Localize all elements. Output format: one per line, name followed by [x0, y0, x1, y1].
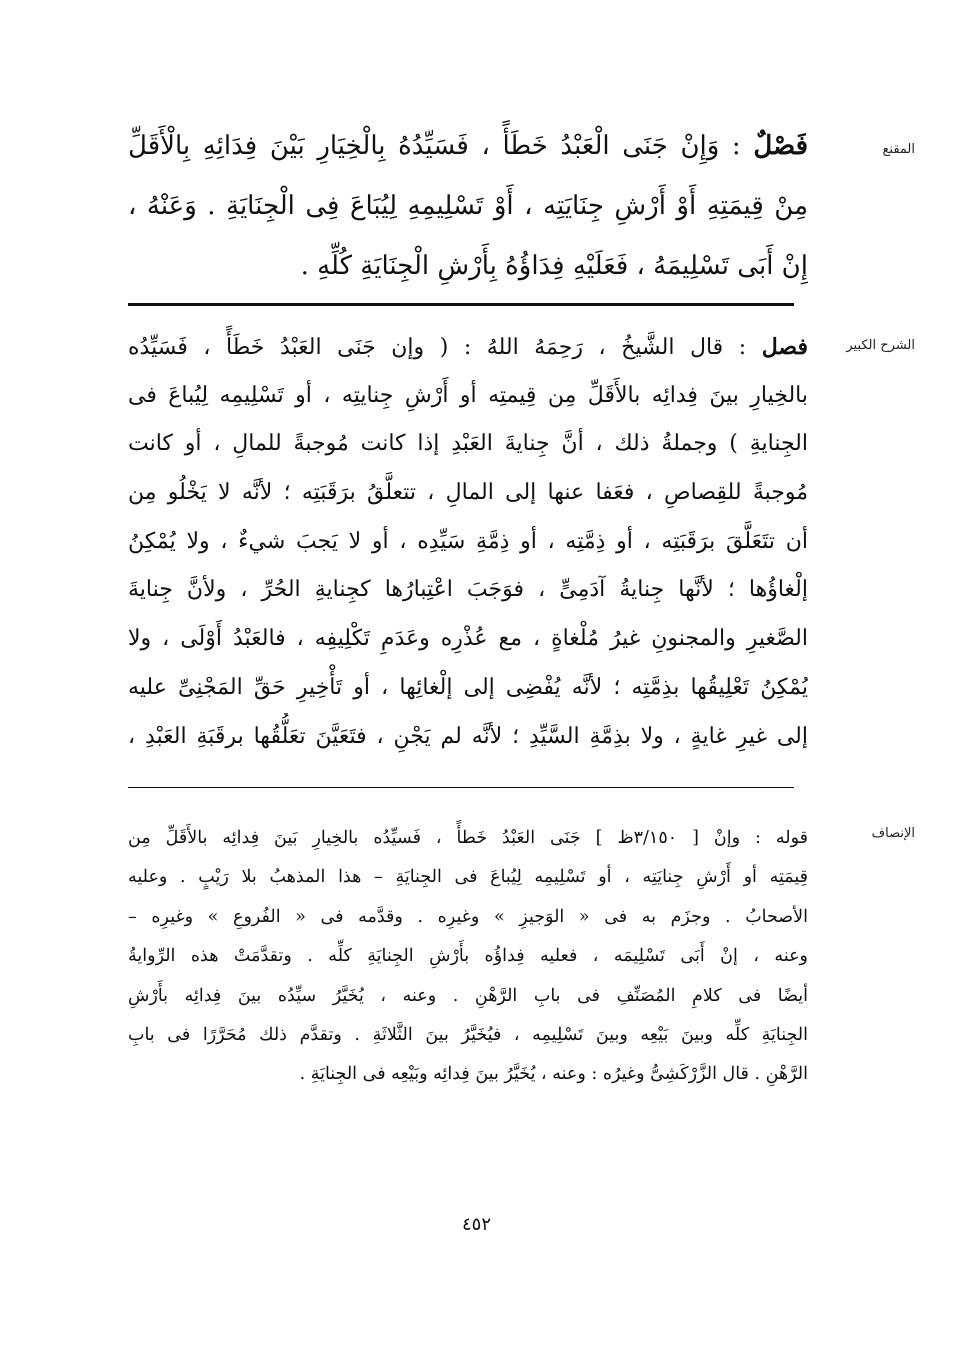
sharh-line-4: مُوجبةً للقِصاصِ ، فعَفا عنها إلى المالِ ، تتعلَّقُ برَقَبَتِه ؛ لأنَّه لا يَخْلُو مِن [128, 480, 808, 506]
margin-label-muqni: المقنع [882, 142, 915, 157]
insaf-line-5: أيضًا فى كلامِ المُصَنِّفِ فى بابِ الرَّهْنِ . وعنه ، يُخَيَّرُ سيِّدُه بينَ فِدائِه بأَرْشِ [128, 985, 808, 1006]
divider-thick [128, 303, 794, 306]
muqni-line-1-text: : وَإِنْ جَنَى الْعَبْدُ خَطَأً ، فَسَيِّدُهُ بِالْخِيَارِ بَيْنَ فِدَائِهِ بِالْأَقَلِّ [128, 131, 741, 161]
sharh-line-1-text: : قال الشَّيخُ ، رَحِمَهُ اللهُ : ( وإن جَنَى العَبْدُ خَطَأً ، فَسَيِّدُه [128, 335, 747, 360]
margin-label-sharh: الشرح الكبير [846, 338, 915, 353]
sharh-lead: فصل [761, 334, 808, 360]
sharh-line-3: الجِنايةِ ) وجملةُ ذلك ، أنَّ جِنايةَ العَبْدِ إذا كانت مُوجبةً للمالِ ، أو كانت [128, 431, 808, 457]
muqni-line-1 [128, 116, 808, 176]
insaf-line-1: قوله : وإنْ [ ٣/١٥٠ظ ] جَنَى العَبْدُ خَطأً ، فَسيِّدُه بالخِيارِ بَينَ فِدائِه بالأَقَلِّ مِن [128, 828, 808, 848]
insaf-line-2: قِيمَتِه أو أَرْشِ جِنايَتِه ، أو تَسْلِيمِه لِيُباعَ فى الجِنايَةِ – هذا المذهبُ بلا رَيْبٍ . وعليه [128, 867, 808, 888]
insaf-text [128, 819, 808, 1095]
sharh-line-8: يُمْكِنُ تَعْلِيقُها بذِمَّتِه ؛ لأنَّه يُفْضِى إلى إلْغائِها ، أو تَأْخِيرِ حَقِّ المَجْنِىِّ عليه [128, 674, 808, 700]
sharh-line-2: بالخِيارِ بينَ فِدائِه بالأَقَلِّ مِن قِيمتِه أو أَرْشِ جِنايتِه ، أو تَسْلِيمِه لِيُباعَ فى [128, 382, 808, 408]
sharh-line-1 [128, 323, 808, 372]
divider-thin [128, 787, 794, 788]
muqni-line-3: إِنْ أَبَى تَسْلِيمَهُ ، فَعَلَيْهِ فِدَاؤُهُ بِأَرْشِ الْجِنَايَةِ كُلِّهِ . [300, 251, 808, 281]
sharh-text [128, 323, 808, 761]
sharh-line-6: إلْغاؤُها ؛ لأنَّها جِنايةُ آدَمِىٍّ ، فوَجَبَ اعْتِبارُها كجِنايةِ الحُرِّ ، ولأنَّ جِنايةَ [128, 577, 808, 603]
insaf-line-7: الرَّهْنِ . قال الزَّرْكَشِىُّ وغيرُه : وعنه ، يُخَيَّرُ بينَ فِدائِه وبَيْعِه فى الجِنايَةِ . [299, 1064, 808, 1085]
muqni-text [128, 116, 808, 296]
muqni-lead: فَصْلٌ [753, 131, 808, 161]
insaf-line-6: الجِنايَةِ كلِّه وبينَ بَيْعِه وبينَ تَسْلِيمِه ، فيُخَيَّرُ بينَ الثَّلاثَةِ . وتقدَّم ذلك مُحَرَّرًا فى بابِ [128, 1024, 808, 1045]
page-number: ٤٥٢ [461, 1214, 491, 1235]
insaf-line-4: وعنه ، إنْ أَبَى تَسْلِيمَه ، فعليه فِداؤُه بأَرْشِ الجِنايَةِ كلِّه . وتقدَّمَتْ هذه الرِّوايةُ [128, 946, 808, 967]
sharh-line-5: أن تتَعَلَّقَ برَقَبَتِه ، أو ذِمَّتِه ، أو ذِمَّةِ سَيِّدِه ، أو لا يَجبَ شيءٌ ، ولا يُمْكِنُ [128, 528, 808, 554]
muqni-line-2: مِنْ قِيمَتِهِ أَوْ أَرْشِ جِنَايَتِه ، أَوْ تَسْلِيمِهِ لِيُبَاعَ فِى الْجِنَايَةِ . وَعَنْهُ ، [128, 191, 808, 221]
sharh-line-7: الصَّغيرِ والمجنونِ غيرُ مُلْغاةٍ ، مع عُذْرِه وعَدَمِ تَكْلِيفِه ، فالعَبْدُ أَوْلَى ، ولا [128, 626, 808, 652]
sharh-line-9: إلى غيرِ غايةٍ ، ولا بذِمَّةِ السَّيِّدِ ؛ لأنَّه لم يَجْنِ ، فتَعَيَّنَ تعَلُّقُها برقَبَةِ العَبْدِ ، [128, 723, 808, 749]
margin-label-insaf: الإنصاف [871, 826, 915, 841]
insaf-line-3: الأصحابُ . وجزَم به فى « الوَجيزِ » وغيرِه . وقدَّمه فى « الفُروعِ » وغيرِه – [128, 906, 808, 927]
